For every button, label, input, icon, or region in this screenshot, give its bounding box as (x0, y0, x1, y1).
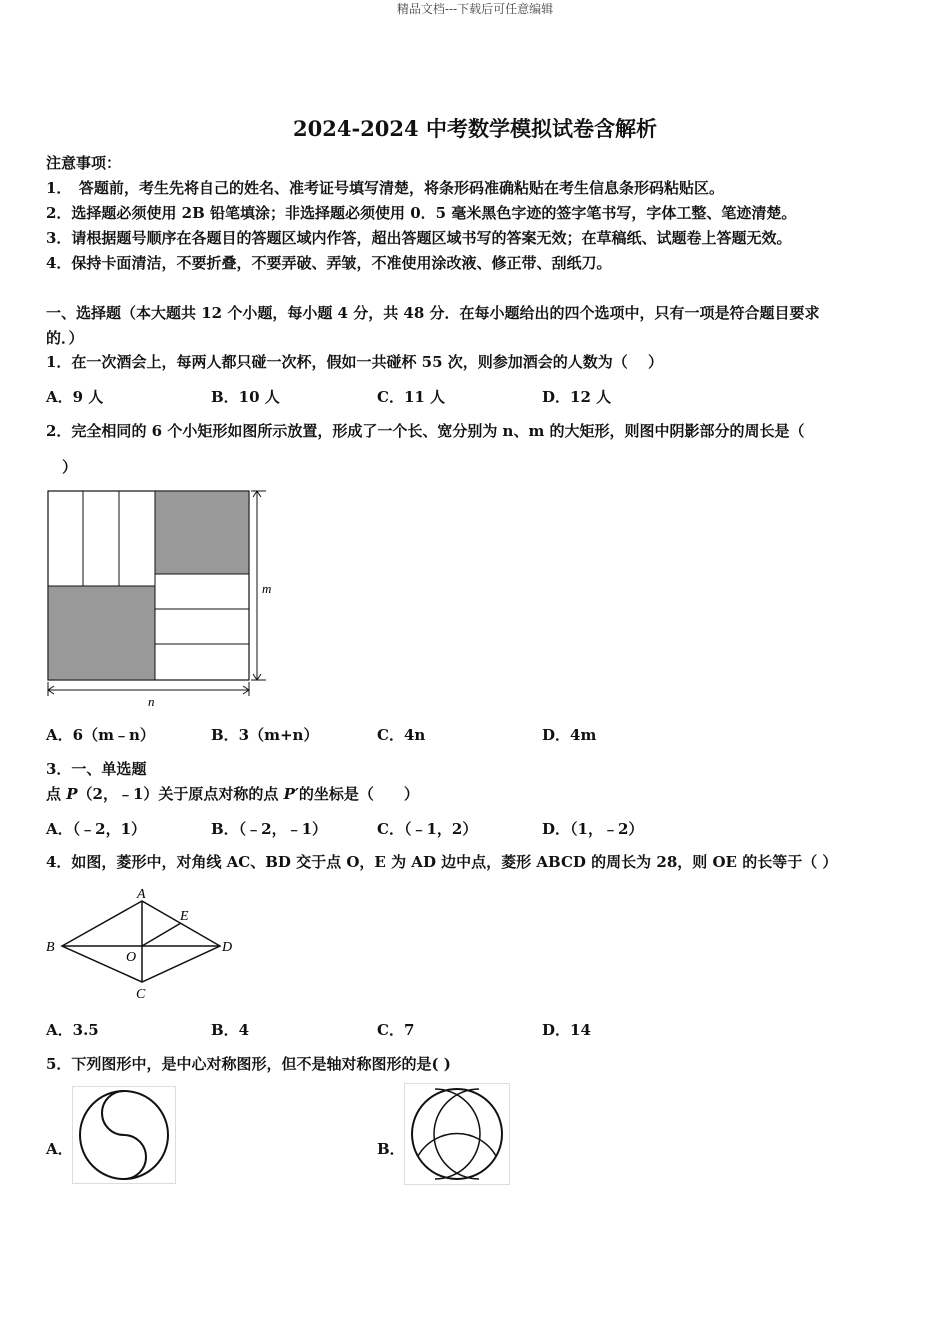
label-n: n (148, 694, 155, 709)
label-o: O (126, 950, 137, 965)
q3-stem-post: 的坐标是（ ） (298, 785, 419, 803)
q2-stem: 2．完全相同的 6 个小矩形如图所示放置，形成了一个长、宽分别为 n、m 的大矩形，则图中阴影部分的周长是（ (46, 422, 805, 440)
q1-option-a: A．9 人 (46, 388, 104, 406)
q5-option-b: B． (377, 1140, 405, 1158)
q5-yin-yang-figure (72, 1086, 176, 1184)
q4-option-b: B．4 (211, 1021, 250, 1039)
notice-item: 4．保持卡面清洁，不要折叠，不要弄破、弄皱，不准使用涂改液、修正带、刮纸刀。 (46, 254, 612, 272)
q5-option-a: A． (46, 1140, 73, 1158)
q5-three-arcs-figure (404, 1083, 510, 1185)
q5-stem: 5．下列图形中，是中心对称图形，但不是轴对称图形的是( ) (46, 1055, 451, 1073)
q2-stem-end: ） (62, 458, 78, 476)
q2-option-d: D．4m (542, 726, 597, 744)
q3-subheading: 3．一、单选题 (46, 760, 147, 778)
q3-option-b: B．（﹣2，﹣1） (211, 820, 328, 838)
q1-option-d: D．12 人 (542, 388, 612, 406)
notice-item: 1． 答题前，考生先将自己的姓名、准考证号填写清楚，将条形码准确粘贴在考生信息条形码粘贴区。 (46, 179, 724, 197)
q2-rectangle-figure (40, 482, 280, 712)
q3-stem-mid: （2，﹣1）关于原点对称的点 (77, 785, 284, 803)
q3-stem (46, 783, 906, 805)
q2-option-a: A．6（m﹣n） (46, 726, 155, 744)
q3-option-c: C．（﹣1，2） (377, 820, 478, 838)
q1-stem: 1．在一次酒会上，每两人都只碰一次杯，假如一共碰杯 55 次，则参加酒会的人数为（ ） (46, 353, 663, 371)
q3-option-d: D．（1，﹣2） (542, 820, 644, 838)
label-c: C (136, 987, 146, 1002)
q3-option-a: A．（﹣2，1） (46, 820, 147, 838)
notice-item: 2．选择题必须使用 2B 铅笔填涂；非选择题必须使用 0．5 毫米黑色字迹的签字笔书写，字体工整、笔迹清楚。 (46, 204, 797, 222)
section-heading-cont: 的．） (46, 329, 84, 347)
header-note: 精品文档---下载后可任意编辑 (396, 2, 554, 16)
q1-option-b: B．10 人 (211, 388, 280, 406)
q4-option-c: C．7 (377, 1021, 415, 1039)
q4-rhombus-figure (40, 884, 250, 1006)
q4-stem: 4．如图，菱形中，对角线 AC、BD 交于点 O，E 为 AD 边中点，菱形 ABCD 的周长为 28，则 OE 的长等于（ ） (46, 853, 838, 871)
q4-option-a: A．3.5 (46, 1021, 99, 1039)
q3-stem-pre: 点 (46, 785, 67, 803)
q3-point-p-prime: P′ (283, 785, 299, 803)
label-b: B (46, 940, 55, 955)
label-a: A (137, 887, 146, 902)
q2-option-b: B．3（m+n） (211, 726, 319, 744)
page-title: 2024-2024 中考数学模拟试卷含解析 (293, 116, 657, 141)
notice-heading: 注意事项： (46, 154, 122, 172)
section-heading: 一、选择题（本大题共 12 个小题，每小题 4 分，共 48 分．在每小题给出的四个选项中，只有一项是符合题目要求 (46, 304, 820, 322)
q1-option-c: C．11 人 (377, 388, 446, 406)
label-d: D (222, 940, 233, 955)
q4-option-d: D．14 (542, 1021, 591, 1039)
notice-item: 3．请根据题号顺序在各题目的答题区域内作答，超出答题区域书写的答案无效；在草稿纸、试题卷上答题无效。 (46, 229, 792, 247)
q2-option-c: C．4n (377, 726, 426, 744)
q3-point-p: P (66, 785, 78, 803)
label-m: m (262, 581, 272, 596)
label-e: E (180, 909, 189, 924)
